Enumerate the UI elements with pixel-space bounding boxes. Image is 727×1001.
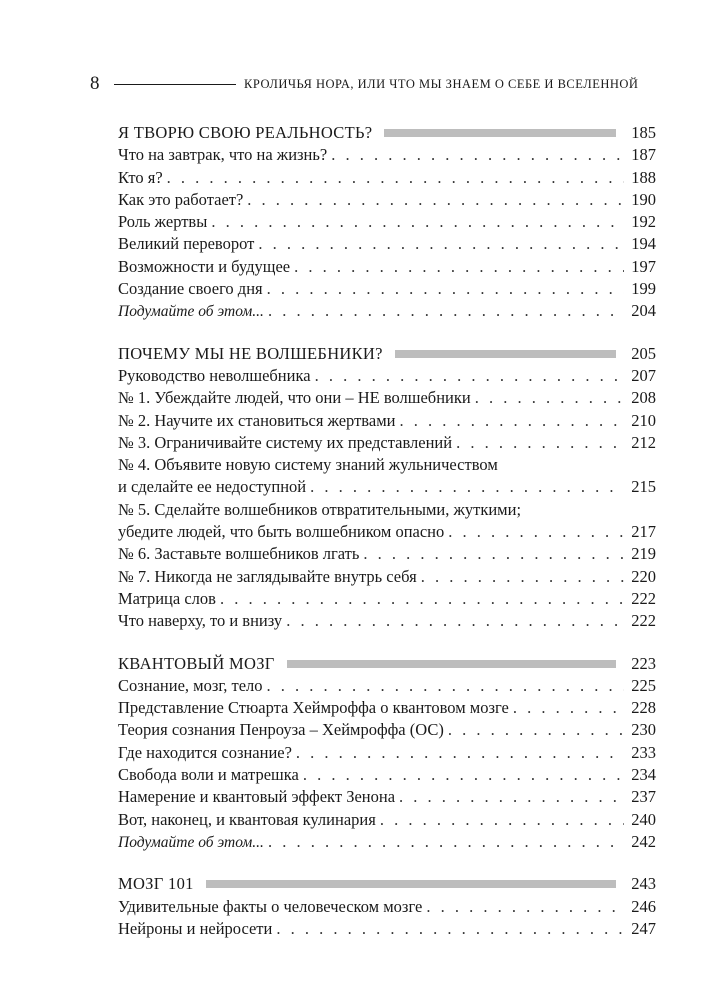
leader-dots bbox=[247, 189, 624, 211]
chapter-page: 223 bbox=[631, 653, 656, 673]
chapter-bar bbox=[206, 880, 616, 888]
entry-title: Свобода воли и матрешка bbox=[118, 765, 299, 785]
entry-title: Роль жертвы bbox=[118, 212, 208, 232]
entry-page: 188 bbox=[631, 167, 656, 187]
toc-entry[interactable] bbox=[118, 387, 656, 409]
entry-title: Создание своего дня bbox=[118, 279, 263, 299]
toc-entry[interactable] bbox=[118, 144, 656, 166]
running-title: КРОЛИЧЬЯ НОРА, ИЛИ ЧТО МЫ ЗНАЕМ О СЕБЕ И ВСЕЛЕННОЙ bbox=[244, 76, 639, 91]
entry-page: 210 bbox=[631, 410, 656, 430]
toc-entry[interactable] bbox=[118, 476, 656, 498]
entry-title: убедите людей, что быть волшебником опасно bbox=[118, 522, 445, 542]
toc-entry[interactable] bbox=[118, 167, 656, 189]
entry-title: № 1. Убеждайте людей, что они – НЕ волшебники bbox=[118, 388, 471, 408]
entry-page: 240 bbox=[631, 809, 656, 829]
entry-title: Как это работает? bbox=[118, 189, 244, 209]
leader-dots bbox=[426, 896, 624, 918]
leader-dots bbox=[267, 675, 624, 697]
entry-title: Великий переворот bbox=[118, 234, 255, 254]
chapter-title: ПОЧЕМУ МЫ НЕ ВОЛШЕБНИКИ? bbox=[118, 343, 383, 363]
entry-title: № 7. Никогда не заглядывайте внутрь себя bbox=[118, 566, 417, 586]
entry-page: 187 bbox=[631, 145, 656, 165]
chapter-page: 205 bbox=[631, 343, 656, 363]
chapter-title: Я ТВОРЮ СВОЮ РЕАЛЬНОСТЬ? bbox=[118, 123, 373, 142]
leader-dots bbox=[294, 256, 624, 278]
entry-page: 219 bbox=[631, 544, 656, 564]
entry-title: Кто я? bbox=[118, 167, 163, 187]
entry-page: 247 bbox=[631, 918, 656, 938]
entry-title: и сделайте ее недоступной bbox=[118, 477, 307, 497]
entry-page: 197 bbox=[631, 256, 656, 276]
toc-entry[interactable] bbox=[118, 809, 656, 831]
toc-entry[interactable] bbox=[118, 454, 656, 476]
leader-dots bbox=[421, 566, 624, 588]
toc-entry[interactable] bbox=[118, 521, 656, 543]
toc-entry[interactable] bbox=[118, 896, 656, 918]
entry-page: 212 bbox=[631, 432, 656, 452]
entry-title: Нейроны и нейросети bbox=[118, 918, 273, 938]
chapter-bar bbox=[395, 350, 616, 358]
entry-page: 242 bbox=[631, 831, 656, 851]
chapter-heading[interactable] bbox=[118, 122, 656, 144]
leader-dots bbox=[448, 719, 624, 741]
leader-dots bbox=[331, 144, 624, 166]
leader-dots bbox=[268, 831, 624, 853]
entry-title: Вот, наконец, и квантовая кулинария bbox=[118, 809, 376, 829]
toc-section bbox=[118, 873, 656, 940]
header-rule bbox=[114, 84, 236, 85]
entry-page: 217 bbox=[631, 522, 656, 542]
chapter-heading[interactable] bbox=[118, 343, 656, 365]
chapter-page: 243 bbox=[631, 874, 656, 894]
entry-title: Намерение и квантовый эффект Зенона bbox=[118, 787, 396, 807]
entry-page: 233 bbox=[631, 742, 656, 762]
toc-entry[interactable] bbox=[118, 764, 656, 786]
leader-dots bbox=[399, 410, 624, 432]
leader-dots bbox=[268, 300, 624, 322]
entry-page: 225 bbox=[631, 675, 656, 695]
entry-title: Возможности и будущее bbox=[118, 256, 291, 276]
toc-section bbox=[118, 343, 656, 633]
leader-dots bbox=[267, 278, 624, 300]
toc-entry[interactable] bbox=[118, 831, 656, 853]
entry-title: № 5. Сделайте волшебников отвратительными, жуткими; bbox=[118, 499, 522, 519]
entry-title: Представление Стюарта Хеймроффа о квантовом мозге bbox=[118, 698, 509, 718]
leader-dots bbox=[513, 697, 624, 719]
toc-entry[interactable] bbox=[118, 211, 656, 233]
toc-section bbox=[118, 122, 656, 323]
leader-dots bbox=[276, 918, 624, 940]
entry-title: Что наверху, то и внизу bbox=[118, 611, 283, 631]
chapter-page: 185 bbox=[631, 123, 656, 142]
leader-dots bbox=[448, 521, 624, 543]
entry-title: Теория сознания Пенроуза – Хеймроффа (ОС) bbox=[118, 720, 444, 740]
toc-entry[interactable] bbox=[118, 499, 656, 521]
toc-entry[interactable] bbox=[118, 610, 656, 632]
entry-page: 194 bbox=[631, 234, 656, 254]
toc-entry[interactable] bbox=[118, 719, 656, 741]
entry-title: Где находится сознание? bbox=[118, 742, 292, 762]
entry-page: 192 bbox=[631, 212, 656, 232]
toc-entry[interactable] bbox=[118, 566, 656, 588]
table-of-contents bbox=[118, 122, 656, 960]
entry-page: 230 bbox=[631, 720, 656, 740]
toc-section bbox=[118, 653, 656, 854]
leader-dots bbox=[380, 809, 624, 831]
entry-title: Подумайте об этом... bbox=[118, 833, 264, 851]
entry-title: № 6. Заставьте волшебников лгать bbox=[118, 544, 360, 564]
entry-page: 207 bbox=[631, 365, 656, 385]
chapter-bar bbox=[287, 660, 616, 668]
toc-entry[interactable] bbox=[118, 675, 656, 697]
entry-page: 208 bbox=[631, 388, 656, 408]
entry-page: 246 bbox=[631, 896, 656, 916]
leader-dots bbox=[296, 742, 624, 764]
entry-title: Что на завтрак, что на жизнь? bbox=[118, 145, 328, 165]
toc-entry[interactable] bbox=[118, 742, 656, 764]
entry-title: Матрица слов bbox=[118, 588, 216, 608]
toc-entry[interactable] bbox=[118, 543, 656, 565]
leader-dots bbox=[399, 786, 624, 808]
toc-entry[interactable] bbox=[118, 410, 656, 432]
entry-title: № 3. Ограничивайте систему их представлений bbox=[118, 432, 453, 452]
entry-title: Сознание, мозг, тело bbox=[118, 675, 263, 695]
leader-dots bbox=[310, 476, 624, 498]
leader-dots bbox=[258, 233, 624, 255]
chapter-title: МОЗГ 101 bbox=[118, 874, 194, 894]
entry-title: № 4. Объявите новую систему знаний жульничеством bbox=[118, 455, 498, 475]
toc-entry[interactable] bbox=[118, 588, 656, 610]
toc-entry[interactable] bbox=[118, 278, 656, 300]
toc-entry[interactable] bbox=[118, 189, 656, 211]
leader-dots bbox=[167, 167, 624, 189]
entry-page: 204 bbox=[631, 301, 656, 321]
entry-title: № 2. Научите их становиться жертвами bbox=[118, 410, 396, 430]
leader-dots bbox=[220, 588, 624, 610]
toc-entry[interactable] bbox=[118, 786, 656, 808]
entry-title: Руководство неволшебника bbox=[118, 365, 311, 385]
leader-dots bbox=[475, 387, 624, 409]
toc-entry[interactable] bbox=[118, 918, 656, 940]
chapter-heading[interactable] bbox=[118, 653, 656, 675]
entry-page: 228 bbox=[631, 698, 656, 718]
running-header bbox=[90, 72, 652, 96]
entry-page: 222 bbox=[631, 611, 656, 631]
entry-page: 220 bbox=[631, 566, 656, 586]
page-number: 8 bbox=[90, 73, 100, 94]
entry-page: 190 bbox=[631, 189, 656, 209]
entry-page: 234 bbox=[631, 765, 656, 785]
entry-title: Удивительные факты о человеческом мозге bbox=[118, 896, 423, 916]
toc-entry[interactable] bbox=[118, 300, 656, 322]
entry-page: 199 bbox=[631, 279, 656, 299]
entry-page: 222 bbox=[631, 588, 656, 608]
toc-entry[interactable] bbox=[118, 233, 656, 255]
entry-page: 237 bbox=[631, 787, 656, 807]
toc-entry[interactable] bbox=[118, 697, 656, 719]
chapter-heading[interactable] bbox=[118, 873, 656, 895]
leader-dots bbox=[211, 211, 624, 233]
toc-entry[interactable] bbox=[118, 432, 656, 454]
leader-dots bbox=[286, 610, 624, 632]
chapter-bar bbox=[384, 129, 616, 137]
toc-entry[interactable] bbox=[118, 256, 656, 278]
leader-dots bbox=[363, 543, 624, 565]
entry-title: Подумайте об этом... bbox=[118, 303, 264, 321]
leader-dots bbox=[315, 365, 624, 387]
leader-dots bbox=[456, 432, 624, 454]
toc-entry[interactable] bbox=[118, 365, 656, 387]
leader-dots bbox=[303, 764, 624, 786]
entry-page: 215 bbox=[631, 477, 656, 497]
chapter-title: КВАНТОВЫЙ МОЗГ bbox=[118, 653, 275, 673]
